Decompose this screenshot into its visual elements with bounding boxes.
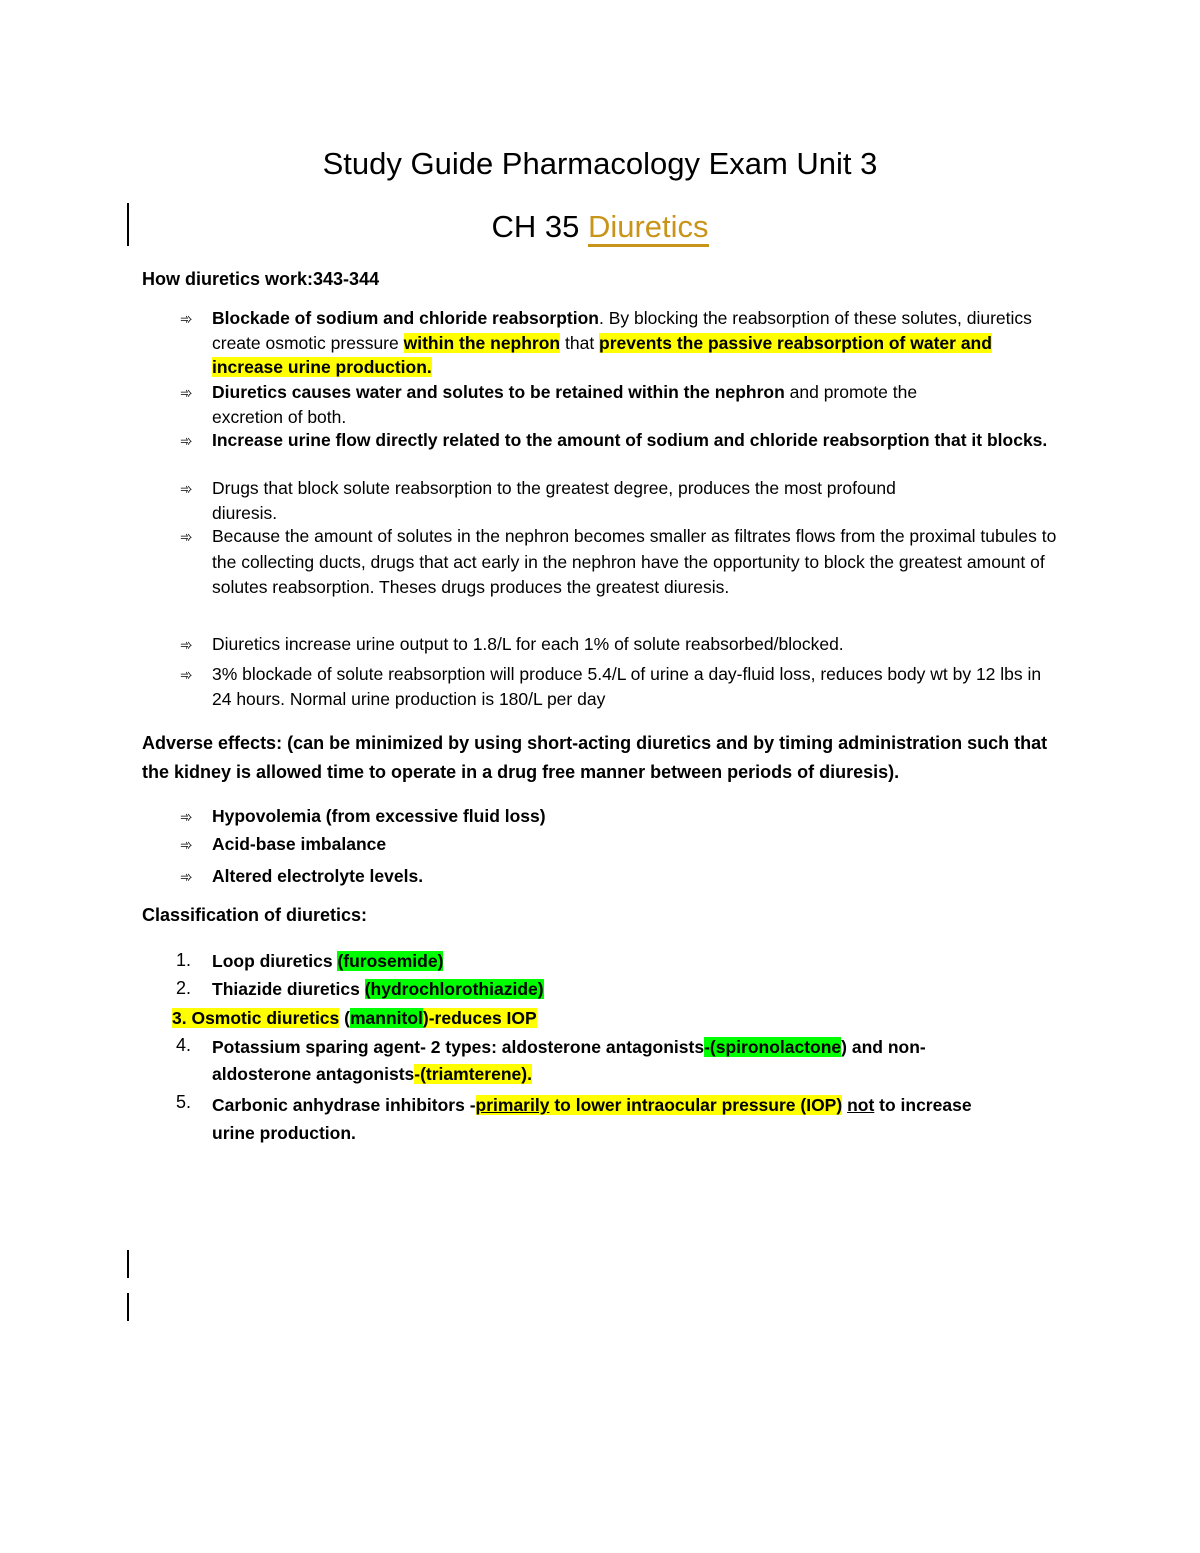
item-text: ( bbox=[339, 1008, 350, 1028]
list-number: 5. bbox=[176, 1092, 192, 1112]
list-item: 3% blockade of solute reabsorption will produce 5.4/L of urine a day-fluid loss, reduces body wt by 12 lbs in 24 hours. Normal urine production is 180/L per day bbox=[212, 664, 1042, 709]
adverse-effects-heading: Adverse effects: (can be minimized by using short-acting diuretics and by timing administration such that the kidney is allowed time to operate in a drug free manner between periods of diuresis). bbox=[142, 733, 1048, 782]
list-item bbox=[212, 380, 972, 429]
highlight-text: to lower intraocular pressure (IOP) bbox=[549, 1095, 843, 1115]
chapter-topic-link[interactable]: Diuretics bbox=[587, 209, 709, 244]
classification-heading: Classification of diuretics: bbox=[142, 905, 368, 925]
item-text: Carbonic anhydrase inhibitors - bbox=[212, 1095, 476, 1115]
highlight-text: primarily bbox=[475, 1095, 550, 1115]
item-bold-lead: Diuretics causes water and solutes to be retained within the nephron bbox=[212, 382, 785, 402]
list-item: Hypovolemia (from excessive fluid loss) bbox=[212, 806, 546, 826]
list-item bbox=[212, 949, 1062, 974]
highlight-text: mannitol bbox=[349, 1008, 423, 1028]
list-item: Altered electrolyte levels. bbox=[212, 866, 424, 886]
text-cursor-mark bbox=[127, 1250, 129, 1278]
list-item: Because the amount of solutes in the nephron becomes smaller as filtrates flows from the proximal tubules to the collecting ducts, drugs that act early in the nephron have the opportunity to block the greatest amount of solutes reabsorption. Theses drugs produces the greatest diuresis. bbox=[212, 526, 1057, 597]
item-text: . By blocking the reabsorption of these solutes, diuretics create osmotic pressure bbox=[212, 308, 1032, 353]
item-text: Thiazide diuretics bbox=[212, 979, 365, 999]
how-diuretics-work-heading: How diuretics work:343-344 bbox=[142, 269, 380, 289]
chapter-heading bbox=[0, 209, 1200, 247]
list-item bbox=[212, 977, 1062, 1002]
underlined-text: not bbox=[847, 1095, 875, 1115]
bullet-arrow-icon: ➾ bbox=[180, 529, 193, 546]
list-item bbox=[212, 306, 1062, 380]
highlight-text: (hydrochlorothiazide) bbox=[364, 979, 544, 999]
list-item bbox=[212, 1034, 992, 1088]
list-number: 2. bbox=[176, 978, 192, 998]
bullet-arrow-icon: ➾ bbox=[180, 385, 193, 402]
bullet-arrow-icon: ➾ bbox=[180, 433, 193, 450]
item-bold-lead: Increase urine flow directly related to the amount of sodium and chloride reabsorption that it blocks bbox=[212, 430, 1043, 450]
list-item: Diuretics increase urine output to 1.8/L for each 1% of solute reabsorbed/blocked. bbox=[212, 634, 844, 654]
highlight-text: )-reduces IOP bbox=[422, 1008, 537, 1028]
item-bold-lead: Blockade of sodium and chloride reabsorption bbox=[212, 308, 599, 328]
highlight-text: (furosemide) bbox=[337, 951, 444, 971]
item-text: and promote the excretion of both. bbox=[212, 382, 918, 427]
item-text: Potassium sparing agent- 2 types: aldosterone antagonists bbox=[212, 1037, 705, 1057]
text-cursor-mark bbox=[127, 1293, 129, 1321]
list-number: 4. bbox=[176, 1035, 192, 1055]
item-text: that bbox=[560, 332, 600, 353]
bullet-arrow-icon: ➾ bbox=[180, 809, 193, 826]
list-item: Acid-base imbalance bbox=[212, 834, 387, 854]
bullet-arrow-icon: ➾ bbox=[180, 837, 193, 854]
list-item: Drugs that block solute reabsorption to the greatest degree, produces the most profound diuresis. bbox=[212, 478, 896, 523]
highlight-text: within the nephron bbox=[403, 332, 561, 353]
item-text: to increase urine production. bbox=[212, 1095, 972, 1143]
list-item bbox=[212, 428, 1062, 453]
highlight-text: prevents the passive reabsorption of water and increase urine production. bbox=[212, 332, 992, 377]
item-text: . bbox=[1042, 430, 1048, 450]
bullet-arrow-icon: ➾ bbox=[180, 481, 193, 498]
document-title: Study Guide Pharmacology Exam Unit 3 bbox=[322, 146, 878, 181]
highlight-text: -(triamterene). bbox=[414, 1064, 532, 1084]
highlight-text: -(spironolactone bbox=[704, 1037, 842, 1057]
item-text: Loop diuretics bbox=[212, 951, 338, 971]
bullet-arrow-icon: ➾ bbox=[180, 869, 193, 886]
list-item bbox=[212, 1091, 992, 1147]
list-number: 1. bbox=[176, 950, 192, 970]
bullet-arrow-icon: ➾ bbox=[180, 637, 193, 654]
bullet-arrow-icon: ➾ bbox=[180, 667, 193, 684]
item-text: ) and non-aldosterone antagonists bbox=[212, 1037, 926, 1084]
bullet-arrow-icon: ➾ bbox=[180, 311, 193, 328]
chapter-prefix: CH 35 bbox=[491, 209, 588, 244]
list-item bbox=[172, 1006, 1022, 1031]
highlight-text: 3. Osmotic diuretics bbox=[172, 1008, 340, 1028]
